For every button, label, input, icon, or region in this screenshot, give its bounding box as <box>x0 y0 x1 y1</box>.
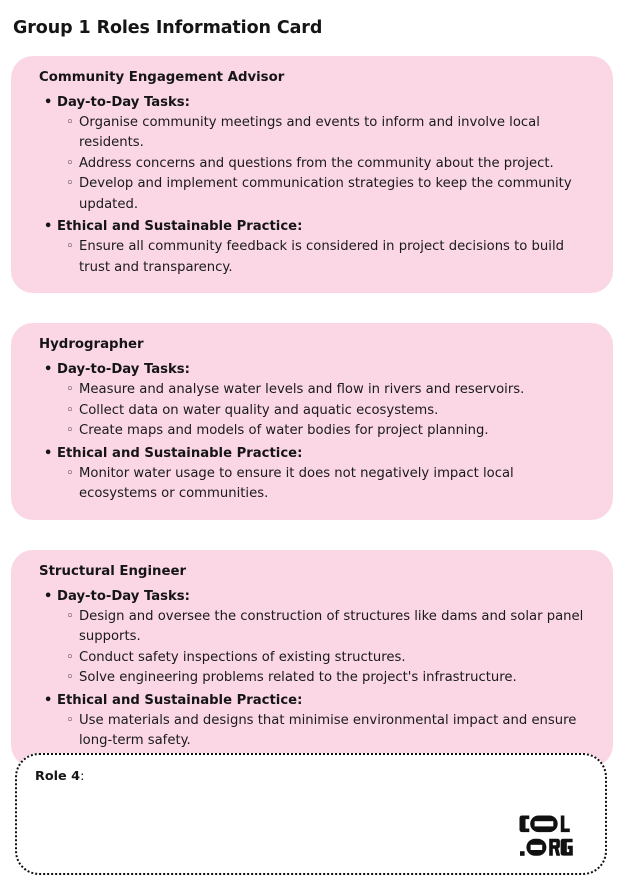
role-section-item: ◦ Monitor water usage to ensure it does not negatively impact local ecosystems or communities. <box>79 464 595 505</box>
role-section-list <box>29 586 595 752</box>
role-section <box>57 359 595 442</box>
role-card <box>11 323 613 519</box>
role-section-heading: • Ethical and Sustainable Practice: <box>57 443 595 464</box>
page-title: Group 1 Roles Information Card <box>13 18 323 38</box>
role-name: Structural Engineer <box>39 563 187 579</box>
role-section-item: ◦ Solve engineering problems related to the project's infrastructure. <box>79 668 595 689</box>
role-section-list <box>29 359 595 505</box>
role-section-items <box>57 607 595 689</box>
role-name: Hydrographer <box>39 337 144 353</box>
role-section-items <box>57 464 595 505</box>
role-section-heading: • Day-to-Day Tasks: <box>57 359 595 380</box>
role-card <box>11 56 613 293</box>
role-card-list <box>11 56 613 797</box>
role-section-items <box>57 711 595 752</box>
role-name: Community Engagement Advisor <box>39 70 285 85</box>
role-section-items <box>57 113 595 216</box>
role-section-list <box>29 92 595 279</box>
role-section-item: ◦ Collect data on water quality and aquatic ecosystems. <box>79 401 595 422</box>
role-section <box>57 216 595 278</box>
role-4-answer-box[interactable] <box>15 753 607 875</box>
role-section <box>57 690 595 752</box>
cool-org-logo <box>519 812 591 862</box>
role-section-items <box>57 237 595 278</box>
role-section-heading: • Ethical and Sustainable Practice: <box>57 690 595 711</box>
role-4-label <box>35 769 84 786</box>
role-section <box>57 92 595 216</box>
role-section-item: ◦ Ensure all community feedback is considered in project decisions to build trust and transparency. <box>79 237 595 278</box>
role-section-item: ◦ Address concerns and questions from the community about the project. <box>79 154 595 175</box>
role-section-item: ◦ Design and oversee the construction of structures like dams and solar panel supports. <box>79 607 595 648</box>
role-card <box>11 550 613 767</box>
role-section-item: ◦ Create maps and models of water bodies for project planning. <box>79 421 595 442</box>
role-section-items <box>57 380 595 442</box>
role-section-heading: • Ethical and Sustainable Practice: <box>57 216 595 237</box>
role-4-label-bold: Role 4 <box>35 769 81 784</box>
role-section <box>57 443 595 505</box>
role-section-item: ◦ Organise community meetings and events to inform and involve local residents. <box>79 113 595 154</box>
role-4-label-colon: : <box>80 769 85 784</box>
role-section-heading: • Day-to-Day Tasks: <box>57 92 595 113</box>
role-section <box>57 586 595 689</box>
role-section-item: ◦ Measure and analyse water levels and flow in rivers and reservoirs. <box>79 380 595 401</box>
role-section-item: ◦ Use materials and designs that minimise environmental impact and ensure long-term safety. <box>79 711 595 752</box>
role-section-item: ◦ Conduct safety inspections of existing structures. <box>79 648 595 669</box>
role-section-heading: • Day-to-Day Tasks: <box>57 586 595 607</box>
role-section-item: ◦ Develop and implement communication strategies to keep the community updated. <box>79 174 595 215</box>
